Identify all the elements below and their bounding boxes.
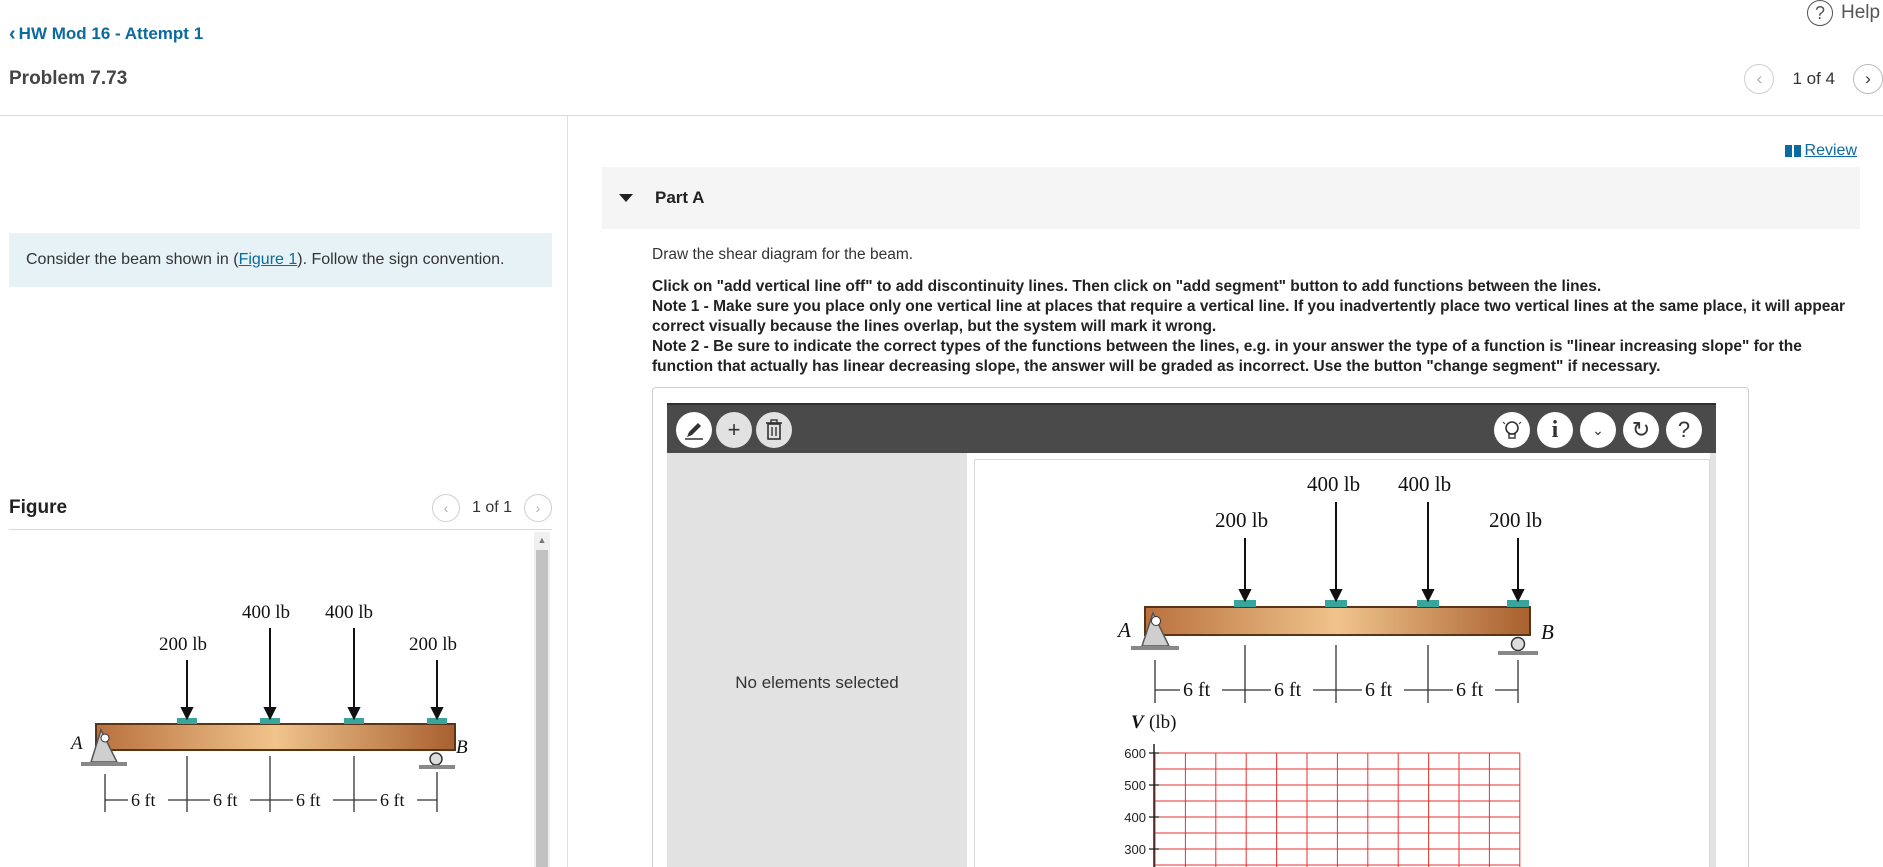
add-segment-button[interactable]	[716, 412, 752, 448]
load-label: 400 lb	[1398, 472, 1452, 496]
drawing-canvas[interactable]	[974, 459, 1710, 867]
statement-text-start: Consider the beam shown in (	[26, 251, 239, 268]
part-a-header[interactable]	[602, 167, 1860, 229]
span-label: 6 ft	[1183, 679, 1211, 701]
question-icon: ?	[1807, 0, 1833, 26]
span-label: 6 ft	[213, 790, 238, 810]
figure-count: 1 of 1	[471, 498, 512, 516]
question-icon: ?	[1677, 417, 1691, 442]
load-arrowhead	[182, 708, 192, 718]
panel-edge	[1710, 453, 1716, 867]
chevron-left-icon: ‹	[9, 23, 16, 45]
load-label: 200 lb	[1215, 508, 1269, 532]
assignment-title: HW Mod 16 - Attempt 1	[18, 24, 204, 43]
chevron-left-icon: ‹	[443, 499, 449, 516]
canvas-drawing	[975, 460, 1710, 867]
previous-figure-button[interactable]	[432, 494, 460, 522]
span-label: 6 ft	[1365, 679, 1393, 701]
dropdown-button[interactable]	[1580, 412, 1616, 448]
load-label: 400 lb	[1307, 472, 1361, 496]
figure-link[interactable]: Figure 1	[238, 251, 298, 268]
load-label: 200 lb	[1489, 508, 1543, 532]
delete-button[interactable]	[756, 412, 792, 448]
problem-count: 1 of 4	[1792, 69, 1835, 88]
help-label: Help	[1841, 2, 1881, 23]
problem-pager	[1744, 63, 1883, 95]
instruction-note-2: Note 2 - Be sure to indicate the correct types of the functions between the lines, e.g. in your answer the type of a function is "linear increasing slope" for the function that actually has linear decreasing slope, the answer will be graded as incorrect. Use the button "change segment" if necessary.	[652, 338, 1802, 375]
collapse-triangle-icon[interactable]	[619, 194, 633, 202]
chevron-right-icon: ›	[1865, 69, 1871, 88]
roller-support	[1498, 638, 1538, 656]
reset-icon: ↻	[1631, 417, 1651, 442]
plus-icon: +	[727, 417, 741, 442]
chevron-left-icon: ‹	[1756, 69, 1763, 88]
figure-scrollbar[interactable]	[534, 532, 550, 867]
lightbulb-icon	[1501, 418, 1523, 442]
previous-problem-button[interactable]	[1744, 64, 1774, 94]
shear-grid	[1155, 753, 1520, 867]
span-label: 6 ft	[131, 790, 156, 810]
next-figure-button[interactable]	[524, 494, 552, 522]
problem-title: Problem 7.73	[9, 68, 128, 89]
span-label: 6 ft	[296, 790, 321, 810]
book-icon	[1785, 145, 1801, 157]
load-arrowhead	[432, 708, 442, 718]
instructions	[652, 245, 1862, 377]
support-a-label: A	[1118, 618, 1131, 642]
statement-text-end: ). Follow the sign convention.	[297, 251, 505, 268]
instruction-line: Click on "add vertical line off" to add discontinuity lines. Then click on "add segment" button to add functions between the lines.	[652, 278, 1602, 295]
load-arrowhead	[349, 708, 359, 718]
part-title: Part A	[655, 188, 705, 207]
chevron-down-icon: ⌄	[1592, 421, 1604, 438]
y-tick-label: 500	[1124, 778, 1146, 793]
trash-icon	[765, 419, 783, 441]
load-label: 200 lb	[159, 634, 208, 655]
chevron-right-icon: ›	[535, 499, 541, 516]
column-divider	[567, 115, 568, 867]
span-label: 6 ft	[1456, 679, 1484, 701]
support-b-label: B	[1541, 620, 1554, 644]
element-properties-panel	[667, 453, 967, 867]
load-arrowhead	[1513, 590, 1523, 600]
beam	[96, 724, 455, 750]
support-a-label: A	[71, 733, 83, 754]
info-button[interactable]	[1537, 412, 1573, 448]
y-tick-label: 300	[1124, 842, 1146, 857]
y-tick-label: 400	[1124, 810, 1146, 825]
support-b-label: B	[456, 737, 468, 758]
instruction-note-1: Note 1 - Make sure you place only one vertical line at places that require a vertical line. If you inadvertently place two vertical lines at the same place, it will appear correct visually because the lines overlap, but the system will mark it wrong.	[652, 298, 1846, 335]
load-arrowhead	[1240, 590, 1250, 600]
figure-label: Figure	[9, 496, 68, 518]
add-vertical-line-button[interactable]	[676, 412, 712, 448]
next-problem-button[interactable]	[1853, 64, 1883, 94]
load-label: 400 lb	[242, 602, 291, 623]
beam-figure	[9, 532, 534, 867]
no-selection-message: No elements selected	[735, 673, 899, 692]
figure-panel	[9, 532, 534, 867]
scroll-up-icon[interactable]: ▲	[537, 535, 547, 545]
review-link[interactable]	[1785, 142, 1857, 160]
review-label: Review	[1804, 142, 1857, 159]
load-arrowhead	[1423, 590, 1433, 600]
beam	[1145, 607, 1530, 635]
load-label: 400 lb	[325, 602, 374, 623]
problem-statement	[9, 233, 552, 287]
back-to-assignment-link[interactable]	[9, 24, 203, 44]
info-icon: i	[1551, 416, 1559, 443]
load-arrowhead	[265, 708, 275, 718]
pencil-icon	[683, 419, 705, 441]
figure-header	[9, 486, 552, 530]
drawing-toolbar	[667, 403, 1716, 453]
hint-button[interactable]	[1494, 412, 1530, 448]
prompt-text: Draw the shear diagram for the beam.	[652, 246, 914, 263]
help-button[interactable]	[1807, 0, 1883, 26]
roller-support	[419, 753, 455, 769]
axis-unit: (lb)	[1149, 712, 1177, 733]
axis-label-v: V	[1131, 712, 1144, 733]
load-arrowhead	[1331, 590, 1341, 600]
span-label: 6 ft	[1274, 679, 1302, 701]
reset-button[interactable]	[1623, 412, 1659, 448]
load-label: 200 lb	[409, 634, 458, 655]
header-divider	[0, 115, 1883, 116]
scrollbar-thumb[interactable]	[536, 550, 548, 867]
span-label: 6 ft	[380, 790, 405, 810]
y-tick-label: 600	[1124, 746, 1146, 761]
tool-help-button[interactable]	[1666, 412, 1702, 448]
